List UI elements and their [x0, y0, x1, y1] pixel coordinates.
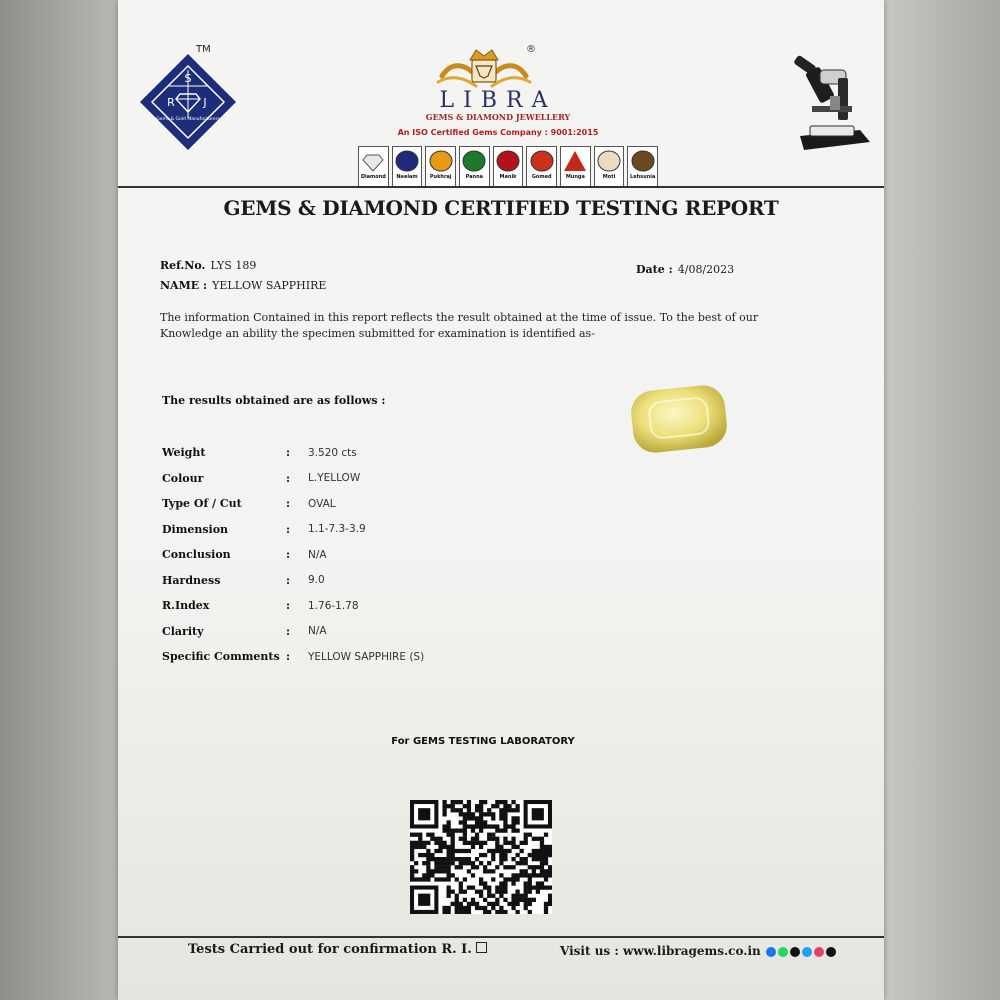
gem-cell — [526, 146, 557, 188]
date-row — [636, 258, 734, 277]
gem-cell — [627, 146, 658, 188]
spec-row — [162, 542, 424, 568]
ref-label: Ref.No. — [160, 259, 206, 272]
ref-number-row — [160, 254, 256, 273]
spec-row — [162, 440, 424, 466]
gem-label: Munga — [565, 174, 585, 180]
spec-row — [162, 593, 424, 619]
name-label: NAME : — [160, 279, 208, 292]
gem-label: Panna — [465, 174, 484, 180]
gemstone-icon — [631, 149, 655, 173]
spec-value: 1.1-7.3-3.9 — [308, 523, 366, 536]
gem-label: Lehsunia — [630, 174, 656, 180]
spec-separator: : — [286, 497, 291, 511]
name-value: YELLOW SAPPHIRE — [212, 279, 327, 292]
spec-label: Type Of / Cut — [162, 497, 242, 511]
spec-separator: : — [286, 573, 291, 587]
srj-logo — [138, 52, 238, 152]
website-text[interactable]: Visit us : www.libragems.co.in — [560, 944, 761, 958]
gem-cell — [459, 146, 490, 188]
gemstone-icon — [496, 149, 520, 173]
gem-cell — [594, 146, 625, 188]
social-media-icon[interactable] — [766, 947, 776, 957]
gem-cell — [493, 146, 524, 188]
spec-label: Colour — [162, 471, 204, 485]
srj-tagline: Gems & Gold Manufacturers — [156, 117, 220, 122]
gem-label: Gomed — [531, 174, 552, 180]
spec-value: 3.520 cts — [308, 446, 357, 459]
spec-row — [162, 619, 424, 645]
website-line — [560, 944, 836, 958]
date-label: Date : — [636, 263, 673, 276]
registered-mark: ® — [526, 44, 536, 55]
iso-certification: An ISO Certified Gems Company : 9001:2015 — [397, 128, 599, 137]
brand-subtitle: GEMS & DIAMOND JEWELLERY — [425, 112, 571, 122]
lab-signature-line: For GEMS TESTING LABORATORY — [391, 736, 575, 747]
social-media-icon[interactable] — [802, 947, 812, 957]
trademark-mark: TM — [196, 44, 211, 55]
gem-cell — [425, 146, 456, 188]
name-row — [160, 274, 326, 293]
social-media-icon[interactable] — [790, 947, 800, 957]
gem-cell — [392, 146, 423, 188]
spec-separator: : — [286, 624, 291, 638]
gemstone-icon — [530, 149, 554, 173]
ref-value: LYS 189 — [210, 259, 257, 272]
srj-letter-j: J — [203, 96, 207, 109]
spec-separator: : — [286, 599, 291, 613]
specification-table — [162, 440, 424, 670]
spec-value: YELLOW SAPPHIRE (S) — [308, 650, 425, 663]
spec-value: L.YELLOW — [308, 472, 361, 485]
spec-row — [162, 466, 424, 492]
gemstone-icon — [563, 149, 587, 173]
gemstone-icon — [429, 149, 453, 173]
background-left — [0, 0, 118, 1000]
date-value: 4/08/2023 — [677, 263, 735, 276]
spec-label: Clarity — [162, 624, 204, 638]
spec-value: 9.0 — [308, 574, 325, 587]
tests-text: Tests Carried out for confirmation R. I. — [188, 942, 472, 957]
gemstone-icon — [395, 149, 419, 173]
gem-label: Diamond — [360, 174, 386, 180]
microscope-icon — [790, 50, 874, 154]
yellow-sapphire-stone-image — [624, 376, 736, 460]
certificate-page — [118, 0, 884, 1000]
social-media-icon[interactable] — [814, 947, 824, 957]
gemstone-icon — [361, 149, 385, 173]
spec-value: N/A — [308, 548, 327, 561]
gem-label: Neelam — [396, 174, 418, 180]
header-divider — [118, 186, 884, 188]
spec-label: Weight — [162, 446, 206, 460]
report-title: GEMS & DIAMOND CERTIFIED TESTING REPORT — [223, 196, 779, 220]
srj-letter-r: R — [167, 96, 175, 109]
qr-code[interactable] — [410, 800, 552, 914]
gemstone-row — [358, 146, 658, 190]
gem-cell — [560, 146, 591, 188]
spec-label: Dimension — [162, 522, 229, 536]
social-media-icon[interactable] — [826, 947, 836, 957]
spec-value: N/A — [308, 625, 327, 638]
spec-label: Conclusion — [162, 548, 231, 562]
gemstone-icon — [597, 149, 621, 173]
tests-note — [188, 942, 487, 957]
spec-separator: : — [286, 548, 291, 562]
spec-separator: : — [286, 471, 291, 485]
spec-row — [162, 568, 424, 594]
background-right — [882, 0, 1000, 1000]
gem-label: Pukhraj — [429, 174, 452, 180]
brand-name: LIBRA — [439, 88, 557, 113]
spec-separator: : — [286, 446, 291, 460]
spec-row — [162, 517, 424, 543]
social-media-icon[interactable] — [778, 947, 788, 957]
results-heading: The results obtained are as follows : — [162, 394, 386, 407]
intro-text: The information Contained in this report reflects the result obtained at the time of issue. To the best of our Knowledge an ability the specimen submitted for examination is identified as- — [160, 311, 759, 340]
spec-value: OVAL — [308, 497, 336, 510]
srj-letter-s: S — [184, 72, 192, 85]
social-icons — [766, 947, 836, 957]
gem-cell — [358, 146, 389, 188]
gemstone-icon — [462, 149, 486, 173]
spec-separator: : — [286, 650, 291, 664]
spec-label: Hardness — [162, 573, 221, 587]
spec-label: R.Index — [162, 599, 210, 613]
gem-label: Manik — [499, 174, 517, 180]
spec-value: 1.76-1.78 — [308, 599, 359, 612]
spec-row — [162, 491, 424, 517]
spec-separator: : — [286, 522, 291, 536]
spec-row — [162, 644, 424, 670]
footer-divider — [118, 936, 884, 938]
spec-label: Specific Comments — [162, 650, 280, 664]
gem-label: Moti — [602, 174, 616, 180]
checkbox-icon — [476, 942, 487, 953]
